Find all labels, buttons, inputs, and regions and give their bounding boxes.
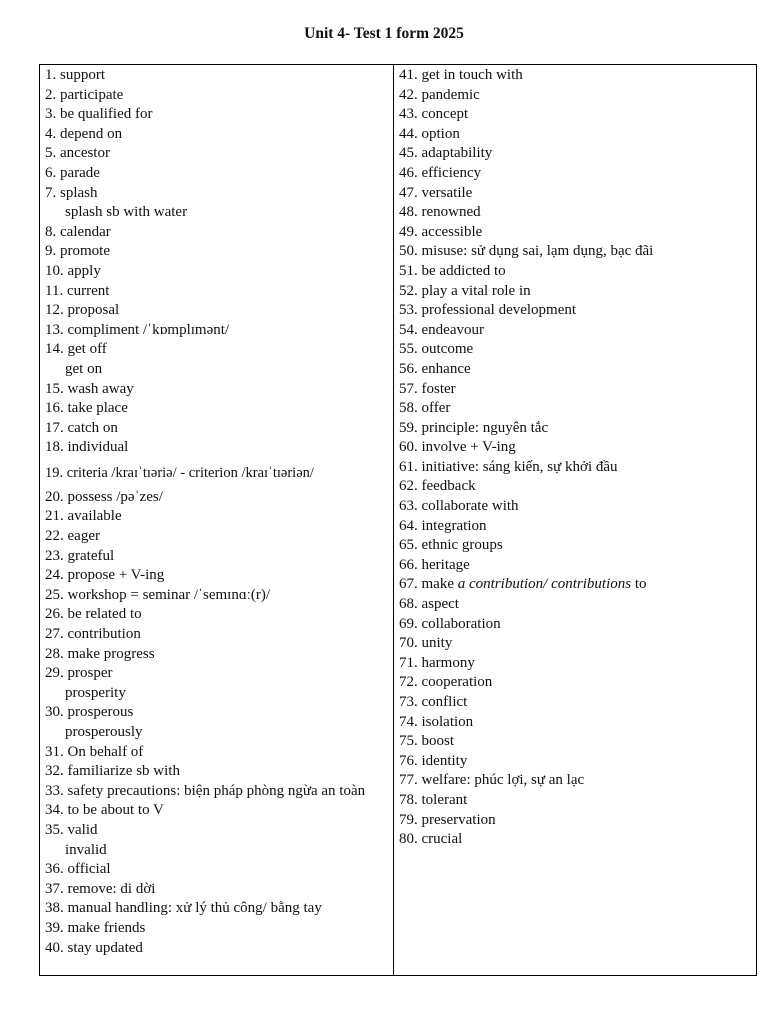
vocab-item: prosperity: [65, 684, 126, 701]
vocab-item: 17. catch on: [45, 419, 118, 436]
vocab-item: 39. make friends: [45, 919, 146, 936]
vocab-item: 8. calendar: [45, 223, 111, 240]
vocab-item: 11. current: [45, 282, 110, 299]
vocab-item: 53. professional development: [399, 302, 577, 319]
vocab-item: 76. identity: [399, 752, 468, 769]
vocabulary-column-right: [394, 65, 756, 975]
vocab-item: 13. compliment /ˈkɒmplɪmənt/: [45, 321, 230, 338]
vocab-item: 36. official: [45, 861, 111, 878]
vocab-item: 63. collaborate with: [399, 498, 519, 515]
vocab-item: 24. propose + V-ing: [45, 567, 165, 584]
vocab-item: 48. renowned: [399, 204, 481, 221]
vocab-item: 59. principle: nguyên tắc: [399, 419, 549, 436]
vocab-item: 61. initiative: sáng kiến, sự khởi đầu: [399, 458, 618, 475]
vocab-item: 29. prosper: [45, 665, 113, 682]
vocab-item: 5. ancestor: [45, 145, 110, 162]
vocab-item: 65. ethnic groups: [399, 537, 503, 554]
vocab-item: 10. apply: [45, 262, 101, 279]
vocab-item: 72. cooperation: [399, 674, 493, 691]
vocab-item: 20. possess /pəˈzes/: [45, 488, 163, 505]
vocab-item: 40. stay updated: [45, 939, 143, 956]
vocab-item: 62. feedback: [399, 478, 476, 495]
vocab-item: 15. wash away: [45, 380, 134, 397]
vocab-item: 26. be related to: [45, 606, 142, 623]
vocab-item: [399, 575, 752, 595]
vocabulary-column-left: [40, 65, 394, 975]
vocab-item: splash sb with water: [65, 204, 188, 221]
vocab-item-italic: a contribution/ contributions: [457, 576, 632, 593]
vocab-item: 31. On behalf of: [45, 743, 144, 760]
vocab-item: 55. outcome: [399, 341, 474, 358]
vocab-item: 60. involve + V-ing: [399, 439, 516, 456]
vocab-item: 33. safety precautions: biện pháp phòng ngừa an toàn: [45, 782, 366, 799]
vocab-item: 12. proposal: [45, 302, 120, 319]
vocab-item: 4. depend on: [45, 125, 123, 142]
vocab-item: 46. efficiency: [399, 164, 482, 181]
vocab-item: 74. isolation: [399, 713, 474, 730]
vocab-item: 75. boost: [399, 733, 455, 750]
vocab-item: 69. collaboration: [399, 615, 501, 632]
vocab-item: 44. option: [399, 125, 460, 142]
vocab-item: 25. workshop = seminar /ˈsemɪnɑː(r)/: [45, 586, 271, 603]
vocab-item: 1. support: [45, 67, 105, 83]
vocab-item-suffix: to: [631, 576, 647, 593]
vocab-item: 3. be qualified for: [45, 106, 153, 123]
vocab-item: invalid: [65, 841, 107, 858]
vocab-item: 54. endeavour: [399, 321, 484, 338]
vocab-item: 56. enhance: [399, 360, 471, 377]
vocab-item: 30. prosperous: [45, 704, 134, 721]
vocab-item: 37. remove: di dời: [45, 880, 156, 897]
vocab-item: 70. unity: [399, 635, 453, 652]
vocab-item: 41. get in touch with: [399, 67, 523, 83]
vocab-item: 45. adaptability: [399, 145, 493, 162]
page-title: Unit 4- Test 1 form 2025: [304, 25, 464, 42]
vocab-item: 21. available: [45, 508, 122, 525]
vocabulary-table: [39, 64, 757, 976]
vocab-item: 80. crucial: [399, 831, 463, 848]
vocab-item: 7. splash: [45, 184, 98, 201]
vocab-item: 51. be addicted to: [399, 262, 506, 279]
vocab-item: 9. promote: [45, 243, 110, 260]
vocab-item: 43. concept: [399, 106, 469, 123]
vocab-item: prosperously: [65, 724, 143, 740]
vocab-item: 52. play a vital role in: [399, 282, 531, 299]
vocab-item: 49. accessible: [399, 223, 483, 240]
vocab-item: 19. criteria /kraɪˈtɪəriə/ - criterion /kraɪˈtɪəriən/: [45, 464, 314, 481]
vocab-item: 57. foster: [399, 380, 456, 397]
vocab-item: get on: [65, 360, 103, 377]
vocab-item: 42. pandemic: [399, 86, 480, 103]
vocab-item: 38. manual handling: xử lý thủ công/ bằng tay: [45, 900, 322, 917]
vocab-item: 32. familiarize sb with: [45, 763, 180, 780]
vocab-item: 34. to be about to V: [45, 802, 164, 819]
vocab-item: 35. valid: [45, 821, 98, 838]
vocab-item: 18. individual: [45, 439, 129, 456]
vocab-item: 64. integration: [399, 517, 487, 534]
vocab-item: 47. versatile: [399, 184, 473, 201]
vocab-item: 68. aspect: [399, 596, 459, 613]
vocab-item: 14. get off: [45, 341, 107, 358]
vocab-item: 16. take place: [45, 400, 128, 417]
vocab-item: 2. participate: [45, 86, 124, 103]
vocab-item: 27. contribution: [45, 626, 141, 643]
vocab-item: 58. offer: [399, 400, 451, 417]
vocab-item: 78. tolerant: [399, 791, 468, 808]
vocab-item-text: 67. make: [399, 576, 458, 593]
vocab-item: 79. preservation: [399, 811, 496, 828]
vocab-item: 73. conflict: [399, 694, 468, 710]
vocab-item: 66. heritage: [399, 556, 470, 573]
vocab-item: 22. eager: [45, 528, 100, 545]
vocab-item: 28. make progress: [45, 645, 155, 662]
vocab-item: 50. misuse: sử dụng sai, lạm dụng, bạc đãi: [399, 243, 654, 260]
vocab-item: 6. parade: [45, 164, 100, 181]
vocab-item: 23. grateful: [45, 547, 115, 564]
vocab-item: 77. welfare: phúc lợi, sự an lạc: [399, 772, 585, 789]
vocab-item: 71. harmony: [399, 654, 475, 671]
